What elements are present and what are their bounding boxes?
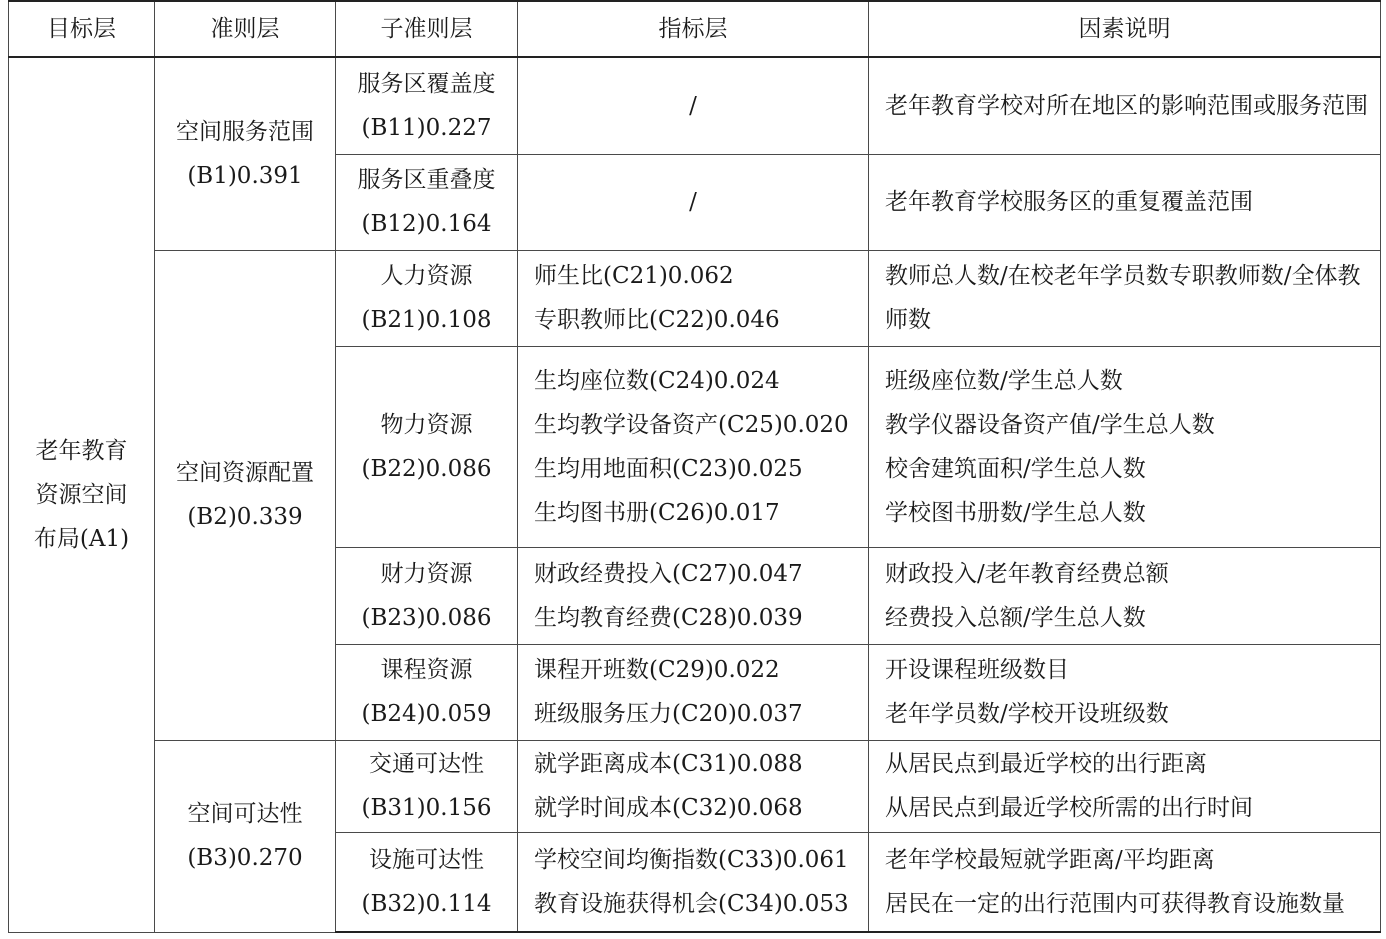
description-item: 学校图书册数/学生总人数 [885, 499, 1146, 526]
criteria-cell-b3 [155, 740, 336, 932]
description-item: 财政投入/老年教育经费总额 [885, 560, 1169, 587]
indicator-item: 财政经费投入(C27)0.047 [534, 560, 803, 587]
indicator-item: 学校空间均衡指数(C33)0.061 [534, 846, 849, 873]
indicator-empty: / [689, 189, 697, 215]
header-indicator-layer: 指标层 [518, 1, 869, 57]
header-row [9, 1, 1381, 57]
criteria-code: (B3)0.270 [187, 845, 303, 871]
subcriteria-cell-b24 [336, 644, 518, 740]
description-cell-b31 [869, 740, 1381, 832]
table-body [9, 57, 1381, 932]
description-text: 教师总人数/在校老年学员数专职教师数/全体教师数 [885, 263, 1361, 333]
subcriteria-code: (B23)0.086 [361, 604, 492, 631]
criteria-name: 空间资源配置 [176, 460, 314, 486]
indicator-item: 生均教学设备资产(C25)0.020 [534, 411, 849, 438]
description-item: 经费投入总额/学生总人数 [885, 604, 1146, 631]
subcriteria-code: (B32)0.114 [361, 890, 492, 917]
subcriteria-code: (B31)0.156 [361, 795, 492, 821]
header-subcriteria-layer: 子准则层 [336, 1, 518, 57]
indicator-item: 就学时间成本(C32)0.068 [534, 795, 803, 821]
subcriteria-code: (B24)0.059 [361, 701, 492, 727]
subcriteria-name: 课程资源 [380, 657, 473, 683]
indicator-item: 师生比(C21)0.062 [534, 263, 734, 289]
indicator-cell-b32 [518, 832, 869, 932]
description-cell-b11 [869, 57, 1381, 154]
indicator-table [8, 0, 1381, 933]
description-item: 开设课程班级数目 [885, 657, 1069, 683]
subcriteria-code: (B11)0.227 [361, 114, 492, 141]
subcriteria-name: 交通可达性 [369, 751, 484, 777]
header-target-layer: 目标层 [9, 1, 155, 57]
table-header [9, 1, 1381, 57]
subcriteria-name: 服务区重叠度 [357, 167, 496, 193]
indicator-item: 就学距离成本(C31)0.088 [534, 751, 803, 777]
table-row [9, 57, 1381, 154]
subcriteria-code: (B21)0.108 [361, 307, 492, 333]
indicator-cell-b12 [518, 154, 869, 250]
indicator-item: 生均用地面积(C23)0.025 [534, 455, 803, 482]
description-item: 班级座位数/学生总人数 [885, 367, 1123, 394]
indicator-item: 生均图书册(C26)0.017 [534, 499, 780, 526]
indicator-cell-b31 [518, 740, 869, 832]
target-line: 布局(A1) [33, 525, 130, 552]
description-cell-b12 [869, 154, 1381, 250]
description-item: 校舍建筑面积/学生总人数 [885, 455, 1146, 482]
subcriteria-cell-b23 [336, 547, 518, 644]
criteria-cell-b1 [155, 57, 336, 250]
description-cell-b23 [869, 547, 1381, 644]
indicator-cell-b21 [518, 250, 869, 346]
subcriteria-cell-b22 [336, 346, 518, 547]
header-factor-description: 因素说明 [869, 1, 1381, 57]
indicator-item: 生均座位数(C24)0.024 [534, 367, 780, 394]
description-text: 老年教育学校对所在地区的影响范围或服务范围 [885, 92, 1368, 119]
description-cell-b22 [869, 346, 1381, 547]
target-line: 资源空间 [35, 481, 128, 508]
description-cell-b24 [869, 644, 1381, 740]
subcriteria-name: 设施可达性 [369, 846, 484, 873]
indicator-item: 生均教育经费(C28)0.039 [534, 604, 803, 631]
criteria-name: 空间可达性 [187, 801, 303, 827]
target-line: 老年教育 [35, 437, 128, 464]
description-text: 老年教育学校服务区的重复覆盖范围 [885, 189, 1253, 215]
header-criteria-layer: 准则层 [155, 1, 336, 57]
description-item: 教学仪器设备资产值/学生总人数 [885, 411, 1215, 438]
table-row [9, 740, 1381, 832]
indicator-cell-b11 [518, 57, 869, 154]
subcriteria-name: 人力资源 [380, 263, 473, 289]
table-row [9, 250, 1381, 346]
criteria-code: (B1)0.391 [187, 162, 303, 189]
indicator-cell-b24 [518, 644, 869, 740]
subcriteria-cell-b12 [336, 154, 518, 250]
indicator-empty: / [689, 92, 697, 119]
indicator-item: 班级服务压力(C20)0.037 [534, 701, 803, 727]
criteria-code: (B2)0.339 [187, 504, 303, 530]
subcriteria-cell-b31 [336, 740, 518, 832]
description-item: 从居民点到最近学校的出行距离 [885, 751, 1207, 777]
indicator-item: 教育设施获得机会(C34)0.053 [534, 890, 849, 917]
description-cell-b21 [869, 250, 1381, 346]
subcriteria-name: 财力资源 [380, 560, 473, 587]
subcriteria-code: (B22)0.086 [361, 455, 492, 482]
description-item: 老年学员数/学校开设班级数 [885, 701, 1169, 727]
subcriteria-name: 服务区覆盖度 [357, 70, 496, 97]
description-item: 从居民点到最近学校所需的出行时间 [885, 795, 1253, 821]
criteria-cell-b2 [155, 250, 336, 740]
subcriteria-cell-b21 [336, 250, 518, 346]
subcriteria-cell-b11 [336, 57, 518, 154]
indicator-cell-b22 [518, 346, 869, 547]
indicator-item: 专职教师比(C22)0.046 [534, 307, 780, 333]
description-cell-b32 [869, 832, 1381, 932]
indicator-item: 课程开班数(C29)0.022 [534, 657, 780, 683]
criteria-name: 空间服务范围 [176, 118, 314, 145]
subcriteria-name: 物力资源 [380, 411, 473, 438]
indicator-cell-b23 [518, 547, 869, 644]
target-cell [9, 57, 155, 932]
subcriteria-cell-b32 [336, 832, 518, 932]
description-item: 老年学校最短就学距离/平均距离 [885, 846, 1215, 873]
description-item: 居民在一定的出行范围内可获得教育设施数量 [885, 890, 1345, 917]
subcriteria-code: (B12)0.164 [361, 211, 492, 237]
